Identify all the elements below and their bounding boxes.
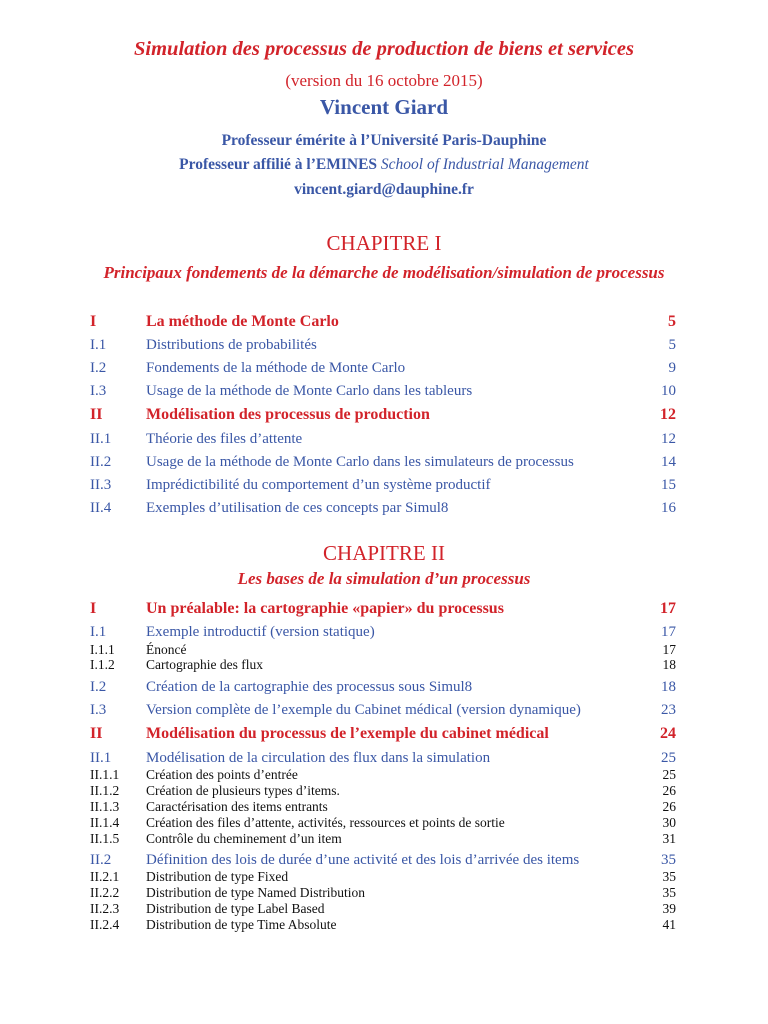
toc-entry [90, 337, 676, 355]
toc-entry [90, 750, 676, 768]
toc-entry-number: I.3 [90, 383, 107, 399]
toc-entry [90, 383, 676, 401]
toc-entry-page: 26 [662, 799, 676, 814]
toc-entry-page: 5 [668, 337, 676, 353]
toc-entry-page: 39 [662, 901, 676, 916]
toc-entry-page: 15 [661, 477, 676, 493]
toc-entry-number: II.1 [90, 750, 112, 766]
toc-entry-title: Cartographie des flux [146, 657, 263, 672]
toc-entry-title: Modélisation des processus de production [146, 406, 430, 423]
toc-entry-title: Énoncé [146, 642, 187, 657]
toc-entry-page: 10 [661, 383, 676, 399]
toc-entry-number: I [90, 313, 97, 330]
toc-entry [90, 600, 676, 618]
toc-entry [90, 702, 676, 720]
toc-entry [90, 313, 676, 331]
affiliation-emines-prefix: Professeur affilié à l’EMINES [179, 156, 378, 173]
toc-entry-number: II.4 [90, 500, 112, 516]
toc-entry-title: Théorie des files d’attente [146, 431, 303, 447]
toc-entry-title: Fondements de la méthode de Monte Carlo [146, 360, 406, 376]
toc-entry-page: 18 [662, 657, 676, 672]
toc-entry-title: Exemples d’utilisation de ces concepts par Simul8 [146, 500, 449, 516]
toc-entry-title: Distribution de type Fixed [146, 869, 289, 884]
toc-entry-title: Modélisation du processus de l’exemple du cabinet médical [146, 725, 549, 742]
toc-entry [90, 360, 676, 378]
toc-entry-number: II.2.3 [90, 901, 120, 916]
toc-entry [90, 500, 676, 518]
toc-entry-page: 9 [668, 360, 676, 376]
toc-entry-page: 17 [662, 642, 676, 657]
toc-entry-page: 12 [661, 431, 676, 447]
toc-entry-page: 35 [662, 885, 676, 900]
toc-entry-page: 14 [661, 454, 676, 470]
toc-entry-number: II.2 [90, 852, 112, 868]
toc-entry-title: Version complète de l’exemple du Cabinet médical (version dynamique) [146, 702, 581, 718]
toc-entry-page: 25 [661, 750, 676, 766]
toc-entry-page: 17 [661, 624, 676, 640]
toc-entry-number: I.2 [90, 679, 107, 695]
toc-entry-title: Création de la cartographie des processus sous Simul8 [146, 679, 473, 695]
toc-entry-page: 24 [660, 725, 676, 742]
toc-entry-title: Caractérisation des items entrants [146, 799, 328, 814]
toc-entry-title: Exemple introductif (version statique) [146, 624, 375, 640]
toc-entry-page: 31 [662, 831, 676, 846]
toc-entry-title: Usage de la méthode de Monte Carlo dans les tableurs [146, 383, 473, 399]
toc-entry [90, 406, 676, 424]
chapter-1-heading: CHAPITRE I [326, 231, 442, 255]
toc-entry-number: II [90, 725, 103, 742]
toc-entry-number: II.2.1 [90, 869, 120, 884]
chapter-1-subtitle: Principaux fondements de la démarche de modélisation/simulation de processus [103, 263, 665, 282]
toc-entry-page: 12 [660, 406, 676, 423]
toc-entry-number: II.1.4 [90, 815, 120, 830]
toc-entry [90, 477, 676, 495]
toc-entry-title: Création des files d’attente, activités, ressources et points de sortie [146, 815, 505, 830]
toc-entry-number: I.1.2 [90, 657, 115, 672]
toc-entry-number: I.3 [90, 702, 107, 718]
toc-entry-number: II.1 [90, 431, 112, 447]
toc-entry [90, 431, 676, 449]
toc-entry-title: La méthode de Monte Carlo [146, 313, 339, 330]
toc-entry-title: Usage de la méthode de Monte Carlo dans les simulateurs de processus [146, 454, 574, 470]
document-title: Simulation des processus de production de biens et services [134, 38, 634, 60]
toc-entry [90, 725, 676, 743]
toc-entry-page: 17 [660, 600, 676, 617]
toc-entry-title: Contrôle du cheminement d’un item [146, 831, 342, 846]
toc-entry-title: Création de plusieurs types d’items. [146, 783, 340, 798]
toc-entry-title: Imprédictibilité du comportement d’un système productif [146, 477, 491, 493]
toc-entry-number: II.1.5 [90, 831, 120, 846]
toc-entry-title: Création des points d’entrée [146, 767, 298, 782]
chapter-2-heading: CHAPITRE II [323, 541, 445, 565]
toc-entry-number: I.1.1 [90, 642, 115, 657]
affiliation-dauphine: Professeur émérite à l’Université Paris-Dauphine [221, 132, 547, 149]
affiliation-emines-school: School of Industrial Management [380, 156, 589, 173]
document-version: (version du 16 octobre 2015) [285, 71, 483, 90]
toc-entry-number: II.2 [90, 454, 112, 470]
toc-entry [90, 657, 676, 675]
toc-entry-number: II.1.1 [90, 767, 120, 782]
toc-entry-page: 23 [661, 702, 676, 718]
toc-entry-page: 35 [661, 852, 676, 868]
author-email: vincent.giard@dauphine.fr [294, 181, 474, 198]
toc-entry-number: II.2.2 [90, 885, 120, 900]
toc-entry-title: Un préalable: la cartographie «papier» du processus [146, 600, 504, 617]
affiliation-emines [0, 156, 768, 174]
toc-entry [90, 454, 676, 472]
toc-entry-number: II.1.3 [90, 799, 120, 814]
toc-entry-title: Modélisation de la circulation des flux dans la simulation [146, 750, 491, 766]
toc-entry-number: I [90, 600, 97, 617]
toc-entry [90, 624, 676, 642]
toc-entry-number: I.2 [90, 360, 107, 376]
toc-entry-page: 35 [662, 869, 676, 884]
chapter-2-subtitle: Les bases de la simulation d’un processus [237, 569, 531, 588]
toc-entry [90, 679, 676, 697]
toc-entry-page: 30 [662, 815, 676, 830]
toc-entry-page: 18 [661, 679, 676, 695]
toc-entry-page: 41 [662, 917, 676, 932]
toc-entry-number: II.2.4 [90, 917, 120, 932]
toc-entry-number: I.1 [90, 624, 107, 640]
toc-entry-number: II.1.2 [90, 783, 120, 798]
toc-entry-page: 26 [662, 783, 676, 798]
toc-entry [90, 852, 676, 870]
toc-entry-title: Définition des lois de durée d’une activité et des lois d’arrivée des items [146, 852, 580, 868]
toc-entry-title: Distribution de type Label Based [146, 901, 325, 916]
toc-entry [90, 917, 676, 935]
toc-entry-title: Distribution de type Named Distribution [146, 885, 365, 900]
toc-entry-number: II.3 [90, 477, 112, 493]
toc-entry-title: Distributions de probabilités [146, 337, 317, 353]
toc-entry-page: 25 [662, 767, 676, 782]
toc-entry-page: 16 [661, 500, 676, 516]
toc-entry-page: 5 [668, 313, 676, 330]
author-name: Vincent Giard [319, 95, 449, 119]
toc-entry-title: Distribution de type Time Absolute [146, 917, 337, 932]
toc-entry [90, 831, 676, 849]
toc-entry-number: I.1 [90, 337, 107, 353]
toc-entry-number: II [90, 406, 103, 423]
